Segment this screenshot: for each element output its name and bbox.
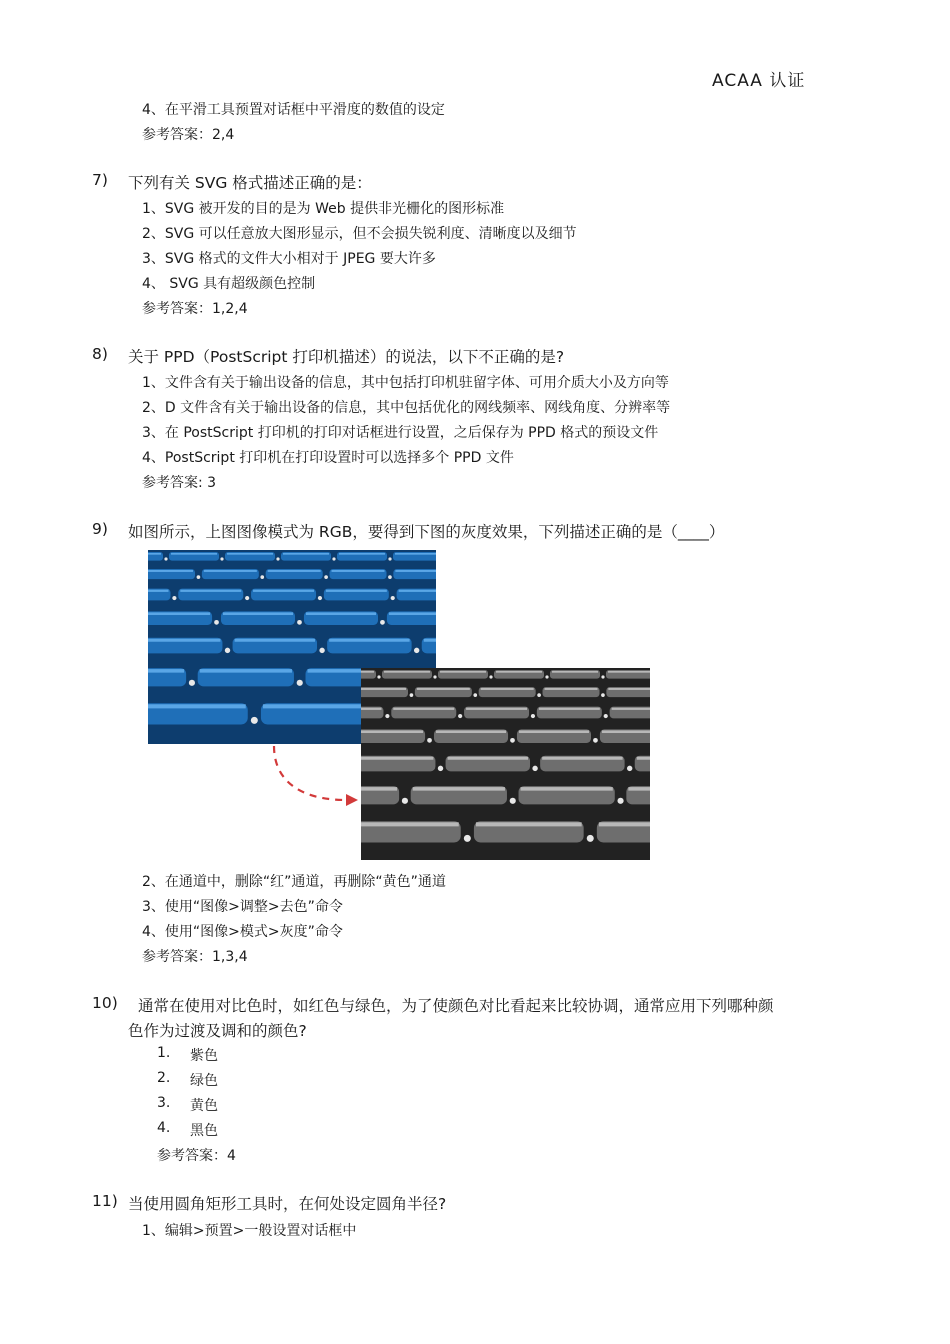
q8-option-3: 3、在 PostScript 打印机的打印对话框进行设置，之后保存为 PPD 格式的预设文件	[142, 425, 659, 441]
seat-highlight	[148, 669, 184, 673]
seat-bolt	[220, 557, 223, 560]
seat-highlight	[637, 757, 650, 760]
q7-number: 7)	[92, 171, 108, 189]
seat-highlight	[519, 730, 589, 733]
seat-bolt	[380, 620, 385, 625]
q11-option-1: 1、编辑>预置>一般设置对话框中	[142, 1223, 357, 1239]
seat-highlight	[448, 757, 528, 760]
seat-highlight	[361, 757, 433, 760]
seat-bolt	[427, 738, 432, 743]
seat-bolt	[438, 766, 443, 771]
seat-highlight	[148, 639, 220, 642]
q7-answer: 参考答案：1,2,4	[142, 301, 248, 317]
seat-bolt	[197, 575, 201, 579]
q7-option-3: 3、SVG 格式的文件大小相对于 JPEG 要大许多	[142, 251, 436, 267]
q8-stem: 关于 PPD（PostScript 打印机描述）的说法，以下不正确的是?	[128, 348, 565, 366]
seat-bolt	[189, 680, 195, 686]
seat-bolt	[391, 596, 395, 600]
seat-highlight	[332, 570, 385, 572]
seat-bolt	[388, 557, 391, 560]
seat-highlight	[521, 787, 613, 791]
seat-highlight	[361, 822, 459, 826]
q9-answer: 参考答案：1,3,4	[142, 949, 248, 965]
q10-option-3-text: 黄色	[190, 1098, 218, 1114]
seat-highlight	[148, 553, 161, 555]
seat-highlight	[329, 639, 409, 642]
seat-bolt	[260, 575, 264, 579]
seat-highlight	[481, 688, 534, 690]
seat-bolt	[601, 675, 604, 678]
seat-highlight	[602, 730, 650, 733]
seat-highlight	[389, 612, 436, 615]
seat-bolt	[297, 620, 302, 625]
seat-bolt	[604, 714, 608, 718]
seat-highlight	[399, 590, 436, 592]
q11-stem: 当使用圆角矩形工具时，在何处设定圆角半径?	[128, 1195, 447, 1213]
q10-answer: 参考答案：4	[157, 1148, 236, 1164]
seat-bolt	[617, 798, 623, 804]
seat-highlight	[253, 590, 314, 592]
seat-bolt	[297, 680, 303, 686]
seat-bolt	[377, 675, 380, 678]
seat-highlight	[200, 669, 292, 673]
seat-highlight	[395, 570, 436, 572]
q9-option-3: 3、使用“图像>调整>去色”命令	[142, 899, 343, 915]
seat-highlight	[339, 553, 385, 555]
seat-bolt	[510, 738, 515, 743]
seat-bolt	[172, 596, 176, 600]
seat-highlight	[263, 704, 369, 708]
seat-highlight	[148, 590, 168, 592]
q6-option-4: 4、在平滑工具预置对话框中平滑度的数值的设定	[142, 102, 445, 118]
q6-answer: 参考答案：2,4	[142, 127, 235, 143]
seat-highlight	[440, 671, 486, 673]
seat-bolt	[489, 675, 492, 678]
seat-highlight	[223, 612, 293, 615]
q8-answer: 参考答案: 3	[142, 475, 217, 491]
seat-highlight	[204, 570, 257, 572]
seat-bolt	[225, 648, 230, 653]
seat-bolt	[531, 714, 535, 718]
q7-option-2: 2、SVG 可以任意放大图形显示，但不会损失锐利度、清晰度以及细节	[142, 226, 577, 242]
seat-highlight	[361, 730, 423, 733]
q10-option-4-text: 黑色	[190, 1123, 218, 1139]
seat-highlight	[361, 787, 397, 791]
seat-bolt	[510, 798, 516, 804]
seat-highlight	[496, 671, 542, 673]
seat-highlight	[539, 708, 600, 710]
seat-highlight	[628, 787, 650, 791]
seat-bolt	[545, 675, 548, 678]
seat-highlight	[268, 570, 321, 572]
grayscale-seats-image	[361, 668, 650, 860]
seat-bolt	[324, 575, 328, 579]
seat-bolt	[245, 596, 249, 600]
seat-bolt	[332, 557, 335, 560]
seat-highlight	[180, 590, 241, 592]
seat-highlight	[466, 708, 527, 710]
q10-option-4-num: 4.	[157, 1120, 171, 1136]
seat-highlight	[148, 704, 246, 708]
seat-highlight	[171, 553, 217, 555]
seat-highlight	[424, 639, 436, 642]
q9-option-4: 4、使用“图像>模式>灰度”命令	[142, 924, 343, 940]
seat-highlight	[148, 612, 210, 615]
seat-highlight	[417, 688, 470, 690]
seat-highlight	[361, 671, 374, 673]
seat-highlight	[393, 708, 454, 710]
seat-bolt	[414, 648, 419, 653]
seat-bolt	[601, 693, 605, 697]
seat-bolt	[385, 714, 389, 718]
seat-bolt	[251, 717, 258, 724]
q7-stem: 下列有关 SVG 格式描述正确的是：	[128, 174, 372, 192]
q10-option-3-num: 3.	[157, 1095, 171, 1111]
header-title: ACAA 认证	[712, 71, 806, 91]
seat-bolt	[537, 693, 541, 697]
seat-highlight	[476, 822, 582, 826]
q10-stem-line-2: 色作为过渡及调和的颜色?	[128, 1022, 307, 1040]
seat-bolt	[473, 693, 477, 697]
seat-bolt	[593, 738, 598, 743]
q8-option-4: 4、PostScript 打印机在打印设置时可以选择多个 PPD 文件	[142, 450, 514, 466]
q8-option-1: 1、文件含有关于输出设备的信息，其中包括打印机驻留字体、可用介质大小及方向等	[142, 375, 669, 391]
q9-number: 9)	[92, 520, 108, 538]
q7-option-1: 1、SVG 被开发的目的是为 Web 提供非光栅化的图形标准	[142, 201, 505, 217]
seat-bolt	[627, 766, 632, 771]
seat-highlight	[395, 553, 436, 555]
seat-highlight	[542, 757, 622, 760]
seat-bolt	[410, 693, 414, 697]
seat-bolt	[464, 835, 471, 842]
q10-stem-line-1: 通常在使用对比色时，如红色与绿色，为了使颜色对比看起来比较协调，通常应用下列哪种颜	[138, 997, 774, 1015]
seat-bolt	[433, 675, 436, 678]
seat-highlight	[545, 688, 598, 690]
q10-number: 10)	[92, 994, 118, 1012]
seat-highlight	[227, 553, 273, 555]
transform-arrow-icon	[262, 742, 362, 814]
seat-bolt	[532, 766, 537, 771]
seat-bolt	[402, 798, 408, 804]
q9-option-2: 2、在通道中，删除“红”通道，再删除“黄色”通道	[142, 874, 446, 890]
q10-option-1-text: 紫色	[190, 1048, 218, 1064]
seat-highlight	[148, 570, 193, 572]
seat-highlight	[384, 671, 430, 673]
seat-bolt	[458, 714, 462, 718]
seat-bolt	[388, 575, 392, 579]
seat-highlight	[608, 671, 650, 673]
seat-highlight	[361, 688, 406, 690]
q10-option-2-num: 2.	[157, 1070, 171, 1086]
seat-highlight	[552, 671, 598, 673]
q8-option-2: 2、D 文件含有关于输出设备的信息，其中包括优化的网线频率、网线角度、分辨率等	[142, 400, 671, 416]
seat-highlight	[612, 708, 650, 710]
seat-highlight	[306, 612, 376, 615]
seat-bolt	[276, 557, 279, 560]
q11-number: 11)	[92, 1192, 118, 1210]
seat-bolt	[319, 648, 324, 653]
seat-highlight	[436, 730, 506, 733]
seat-highlight	[283, 553, 329, 555]
seat-bolt	[587, 835, 594, 842]
q10-option-1-num: 1.	[157, 1045, 171, 1061]
seat-highlight	[599, 822, 650, 826]
seat-bolt	[214, 620, 219, 625]
q10-option-2-text: 绿色	[190, 1073, 218, 1089]
seat-bolt	[164, 557, 167, 560]
q8-number: 8)	[92, 345, 108, 363]
seat-highlight	[608, 688, 650, 690]
seat-highlight	[326, 590, 387, 592]
q9-stem: 如图所示，上图图像模式为 RGB，要得到下图的灰度效果，下列描述正确的是（____）	[128, 523, 725, 541]
seat-bolt	[318, 596, 322, 600]
seat-highlight	[235, 639, 315, 642]
q7-option-4: 4、 SVG 具有超级颜色控制	[142, 276, 316, 292]
seat-highlight	[413, 787, 505, 791]
seat-highlight	[361, 708, 381, 710]
